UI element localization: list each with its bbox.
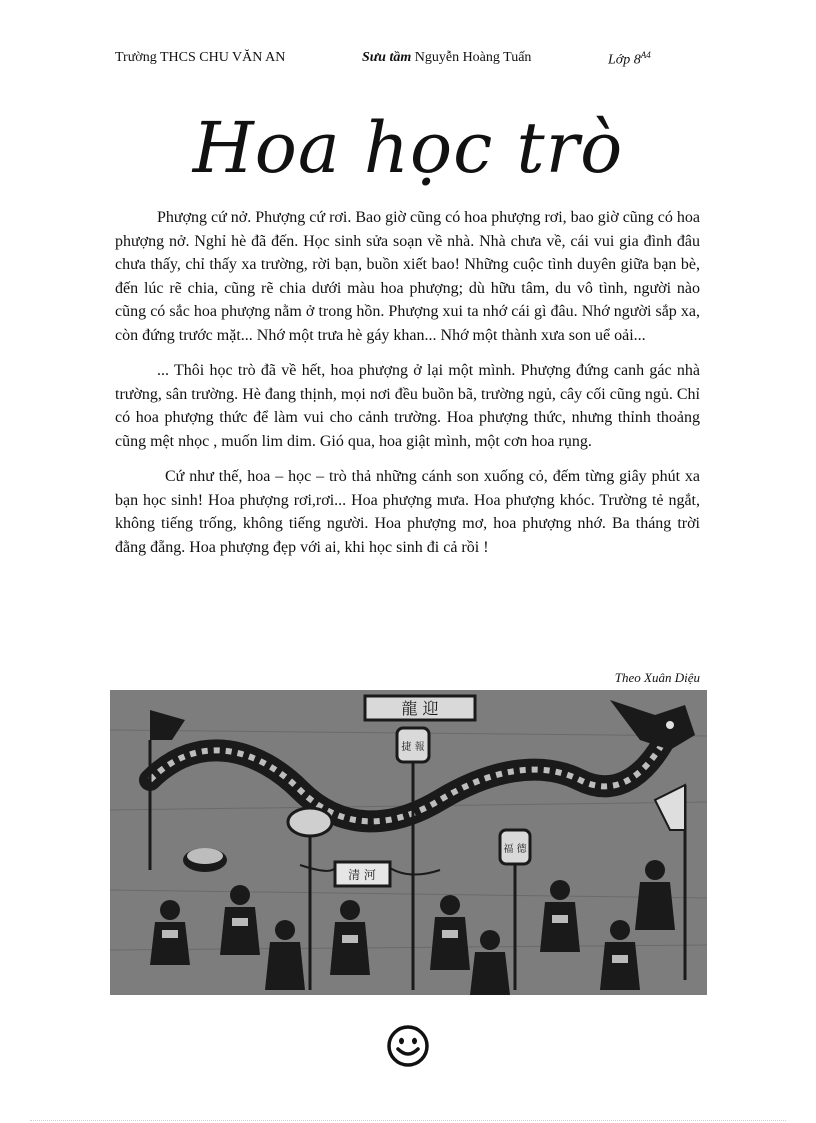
header-author bbox=[362, 50, 531, 66]
round-lantern bbox=[288, 808, 332, 836]
article-body bbox=[115, 206, 700, 559]
lantern-left-text: 捷 報 bbox=[401, 742, 425, 753]
paragraph-3: Cứ như thế, hoa – học – trò thả những cánh son xuống cỏ, đếm từng giây phút xa bạn học sinh! Hoa phượng rơi,rơi... Hoa phượng mưa. Hoa phượng khóc. Trường tẻ ngắt, không tiếng trống, không tiếng người. Hoa phượng mơ, hoa phượng nhớ. Ba tháng trời đằng đẵng. Hoa phượng đẹp với ai, khi học sinh đi cả rồi ! bbox=[115, 468, 700, 556]
dragon-dance-artwork bbox=[110, 690, 707, 995]
header-school: Trường THCS CHU VĂN AN bbox=[115, 50, 286, 65]
artwork-sign-text: 清 河 bbox=[348, 868, 376, 882]
artwork-banner-text: 龍 迎 bbox=[401, 699, 439, 718]
artwork-svg bbox=[110, 690, 707, 995]
page-title: Hoa học trò bbox=[192, 107, 624, 189]
header-collected-label: Sưu tầm bbox=[362, 50, 412, 65]
header-author-name: Nguyễn Hoàng Tuấn bbox=[414, 50, 532, 65]
paragraph-2: ... Thôi học trò đã về hết, hoa phượng ở lại một mình. Phượng đứng canh gác nhà trường, sân trường. Hè đang thịnh, mọi nơi đều buồn bã, trường ngủ, cây cối cũng ngủ. Chỉ có hoa phượng thức để làm vui cho cảnh trường. Hoa phượng thức, nhưng thỉnh thoảng cũng mệt nhọc , muốn lim dim. Gió qua, hoa giật mình, một cơn hoa rụng. bbox=[115, 362, 700, 450]
source-attribution: Theo Xuân Diệu bbox=[614, 670, 700, 685]
smiley-face-icon bbox=[386, 1024, 430, 1068]
page-header bbox=[115, 50, 675, 74]
header-class-label: Lớp 8 bbox=[608, 52, 641, 68]
footer-divider bbox=[30, 1120, 786, 1121]
header-class bbox=[608, 50, 651, 69]
header-class-sup: A4 bbox=[640, 50, 651, 60]
lantern-right-text: 福 德 bbox=[503, 844, 527, 855]
paragraph-1: Phượng cứ nở. Phượng cứ rơi. Bao giờ cũng có hoa phượng rơi, bao giờ cũng có hoa phượng nở. Nghỉ hè đã đến. Học sinh sửa soạn về nhà. Nhà chưa về, cái vui gia đình đâu chưa thấy, chỉ thấy xa trường, rời bạn, buồn xiết bao! Những cuộc tình duyên giữa bạn bè, đến lúc rẽ chia, cũng rẽ chia dưới màu hoa phượng; dù hữu tâm, du vô tình, người nào cũng có sắc hoa phượng nằm ở trong hồn. Phượng xui ta nhớ cái gì đâu. Nhớ người sắp xa, còn đứng trước mặt... Nhớ một trưa hè gáy khan... Nhớ một thành xưa son uể oải... bbox=[115, 209, 700, 344]
